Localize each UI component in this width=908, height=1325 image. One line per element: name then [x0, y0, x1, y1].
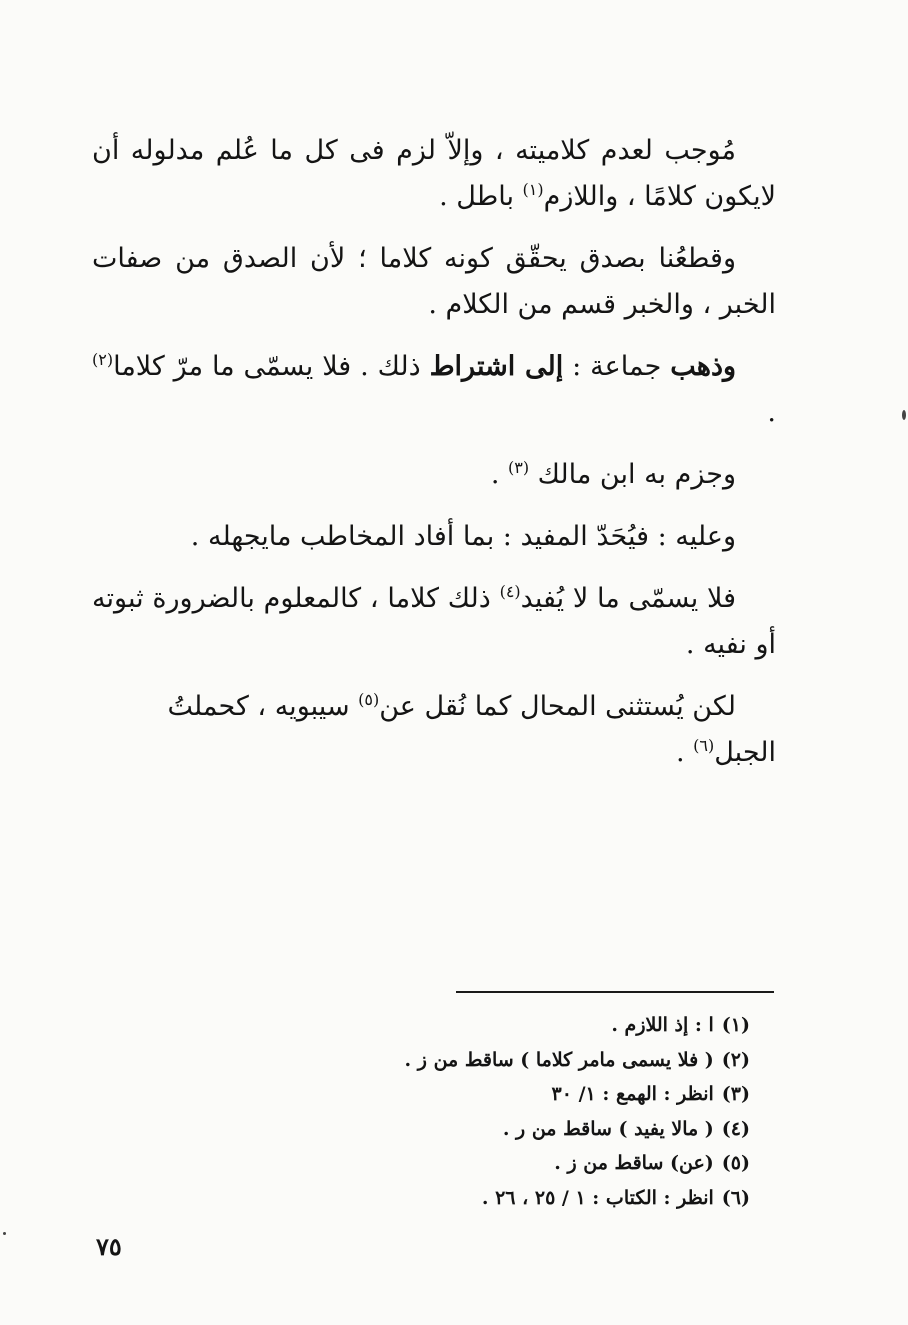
paragraph-text: .: [767, 397, 776, 428]
bold-term: إلى اشتراط: [429, 351, 564, 382]
scan-mark: [902, 410, 906, 420]
footnote-number: (٣): [721, 1083, 750, 1105]
footnote-6: [300, 1181, 750, 1216]
paragraph-text: وعليه : فيُحَدّ المفيد : بما أفاد المخاطب مايجهله .: [190, 521, 736, 552]
footnote-ref-1: (١): [522, 180, 544, 199]
footnote-4: [300, 1112, 750, 1147]
paragraph-text: لكن يُستثنى المحال كما نُقل عن: [379, 691, 736, 722]
footnote-text: ( فلا يسمى مامر كلاما ) ساقط من ز .: [404, 1048, 714, 1071]
paragraph-2: [92, 236, 776, 328]
paragraph-7: [92, 684, 776, 776]
footnote-ref-6: (٦): [693, 736, 715, 755]
footnote-number: (٦): [721, 1186, 750, 1209]
paragraph-text: باطل .: [439, 181, 523, 212]
scan-mark: [3, 1232, 6, 1235]
paragraph-text: وجزم به ابن مالك: [529, 459, 736, 490]
footnote-number: (٥): [721, 1152, 750, 1174]
paragraph-5: [92, 514, 776, 560]
footnote-3: [300, 1077, 750, 1112]
paragraph-text: .: [675, 737, 694, 768]
bold-term: وذهب: [670, 351, 736, 382]
footnote-ref-4: (٤): [499, 582, 521, 601]
footnote-number: (١): [721, 1014, 750, 1036]
paragraph-4: [92, 452, 776, 498]
paragraph-text: .: [490, 459, 508, 490]
footnote-number: (٤): [721, 1117, 750, 1140]
paragraph-text: وقطعُنا بصدق يحقّق كونه كلاما ؛ لأن الصدق من صفات الخبر ، والخبر قسم من الكلام .: [92, 243, 776, 320]
paragraph-text: جماعة :: [563, 351, 671, 382]
footnote-separator: [456, 991, 774, 993]
footnotes: [300, 1008, 750, 1215]
footnote-ref-5: (٥): [358, 690, 380, 709]
paragraph-1: [92, 128, 776, 220]
paragraph-text: فلا يسمّى ما لا يُفيد: [520, 583, 736, 614]
footnote-ref-2: (٢): [92, 350, 114, 369]
footnote-1: [300, 1008, 750, 1043]
footnote-ref-3: (٣): [508, 458, 530, 477]
paragraph-text: سيبويه ، كحملتُ الجبل: [167, 691, 776, 768]
paragraph-text: ذلك كلاما ، كالمعلوم بالضرورة ثبوته أو نفيه .: [92, 583, 776, 660]
footnote-2: [300, 1043, 750, 1078]
paragraph-3: [92, 344, 776, 436]
paragraph-6: [92, 576, 776, 668]
main-text: [92, 128, 776, 792]
footnote-5: [300, 1146, 750, 1181]
footnote-text: ا : إذ اللازم .: [611, 1014, 714, 1036]
footnote-text: (عن) ساقط من ز .: [554, 1152, 714, 1174]
footnote-text: انظر : الكتاب : ١ / ٢٥ ، ٢٦ .: [481, 1186, 714, 1209]
footnote-text: ( مالا يفيد ) ساقط من ر .: [502, 1117, 714, 1140]
paragraph-text: ذلك . فلا يسمّى ما مرّ كلاما: [113, 351, 430, 382]
page-number: ٧٥: [96, 1232, 122, 1261]
footnote-number: (٢): [721, 1048, 750, 1071]
footnote-text: انظر : الهمع : ١/ ٣٠: [551, 1083, 714, 1105]
paragraph-text: مُوجب لعدم كلاميته ، وإلاّ لزم فى كل ما عُلم مدلوله أن لايكون كلامًا ، واللازم: [92, 135, 776, 212]
